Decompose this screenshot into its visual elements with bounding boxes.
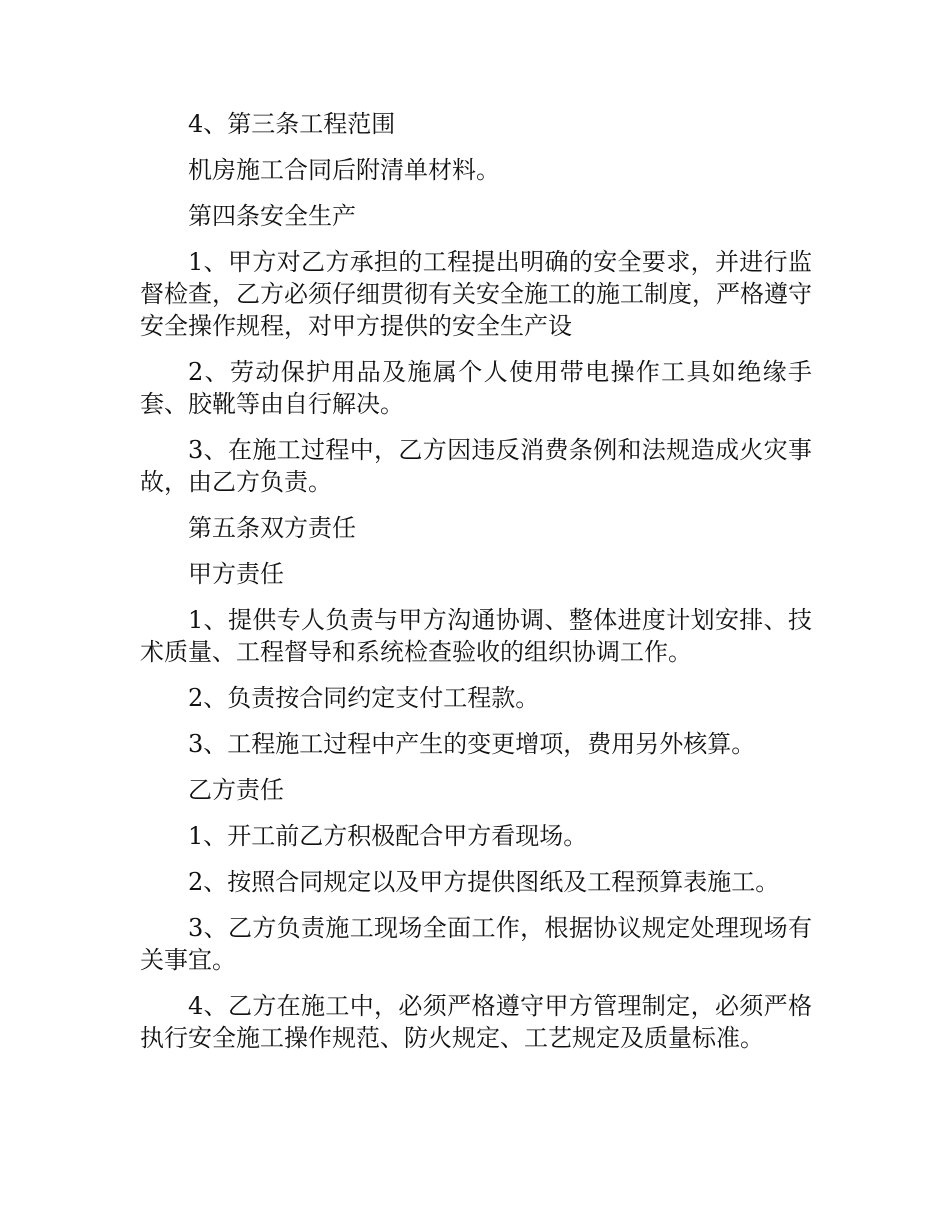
paragraph-safety-item-3: 3、在施工过程中，乙方因违反消费条例和法规造成火灾事故，由乙方负责。 (140, 436, 812, 496)
heading-section-4-safety: 第四条安全生产 (188, 202, 356, 230)
paragraph-party-a-item-2: 2、负责按合同约定支付工程款。 (188, 684, 540, 712)
document-body (140, 108, 812, 1068)
paragraph-scope-materials: 机房施工合同后附清单材料。 (188, 156, 500, 184)
heading-section-5-responsibilities: 第五条双方责任 (188, 514, 356, 542)
paragraph-section-3-item-4: 4、第三条工程范围 (188, 110, 396, 138)
paragraph-safety-item-2: 2、劳动保护用品及施属个人使用带电操作工具如绝缘手套、胶靴等由自行解决。 (140, 358, 812, 418)
paragraph-party-a-item-1: 1、提供专人负责与甲方沟通协调、整体进度计划安排、技术质量、工程督导和系统检查验收的组织协调工作。 (140, 606, 812, 666)
paragraph-party-b-item-4: 4、乙方在施工中，必须严格遵守甲方管理制定，必须严格执行安全施工操作规范、防火规定、工艺规定及质量标准。 (140, 992, 812, 1052)
paragraph-party-b-item-1: 1、开工前乙方积极配合甲方看现场。 (188, 822, 588, 850)
heading-party-b-responsibilities: 乙方责任 (188, 776, 284, 804)
paragraph-party-b-item-2: 2、按照合同规定以及甲方提供图纸及工程预算表施工。 (188, 868, 780, 896)
paragraph-party-b-item-3: 3、乙方负责施工现场全面工作，根据协议规定处理现场有关事宜。 (140, 914, 812, 974)
paragraph-safety-item-1: 1、甲方对乙方承担的工程提出明确的安全要求，并进行监督检查，乙方必须仔细贯彻有关安全施工的施工制度，严格遵守安全操作规程，对甲方提供的安全生产设 (140, 248, 812, 340)
paragraph-party-a-item-3: 3、工程施工过程中产生的变更增项，费用另外核算。 (188, 730, 756, 758)
heading-party-a-responsibilities: 甲方责任 (188, 560, 284, 588)
